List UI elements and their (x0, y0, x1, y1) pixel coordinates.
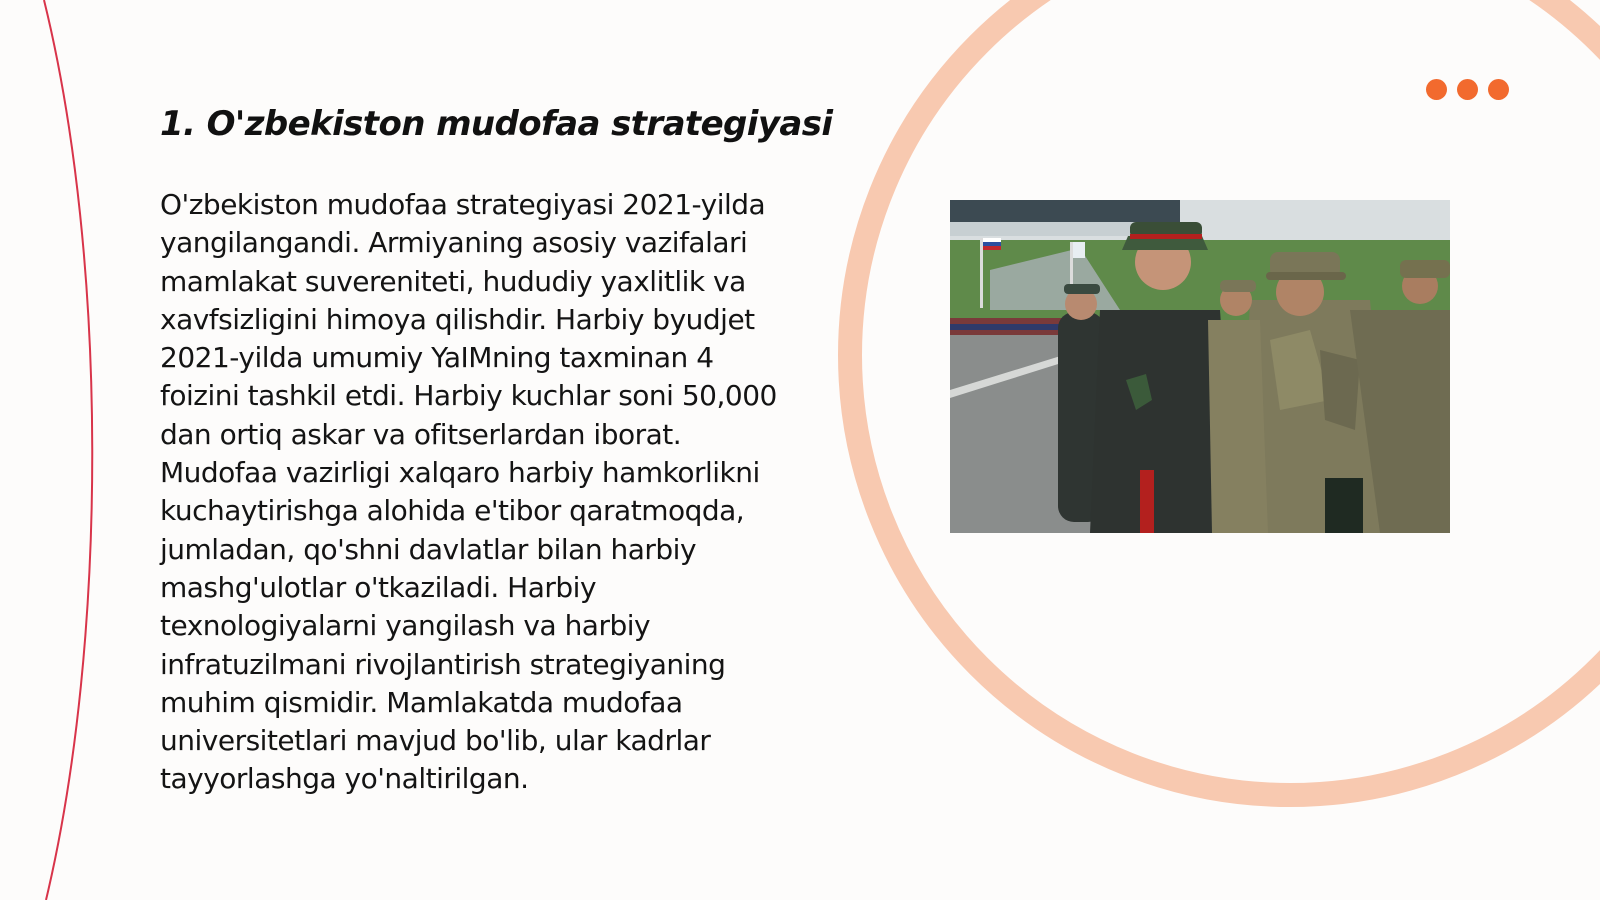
dot-icon (1457, 79, 1478, 100)
body-paragraph: O'zbekiston mudofaa strategiyasi 2021-yilda yangilangandi. Armiyaning asosiy vazifalari mamlakat suvereniteti, hududiy yaxlitlik va xavfsizligini himoya qilishdir. Harbiy byudjet 2021-yilda umumiy YaIMning taxminan 4 foizini tashkil etdi. Harbiy kuchlar soni 50,000 dan ortiq askar va ofitserlardan iborat. Mudofaa vazirligi xalqaro harbiy hamkorlikni kuchaytirishga alohida e'tibor qaratmoqda, jumladan, qo'shni davlatlar bilan harbiy mashg'ulotlar o'tkaziladi. Harbiy texnologiyalarni yangilash va harbiy infratuzilmani rivojlantirish strategiyaning muhim qismidir. Mamlakatda mudofaa universitetlari mavjud bo'lib, ular kadrlar tayyorlashga yo'naltirilgan. (160, 188, 777, 796)
military-ceremony-photo (950, 200, 1450, 533)
slide-title: 1. O'zbekiston mudofaa strategiyasi (160, 104, 833, 144)
dots-menu-icon (1426, 79, 1509, 100)
left-curve-line (44, 0, 92, 900)
dot-icon (1488, 79, 1509, 100)
dot-icon (1426, 79, 1447, 100)
